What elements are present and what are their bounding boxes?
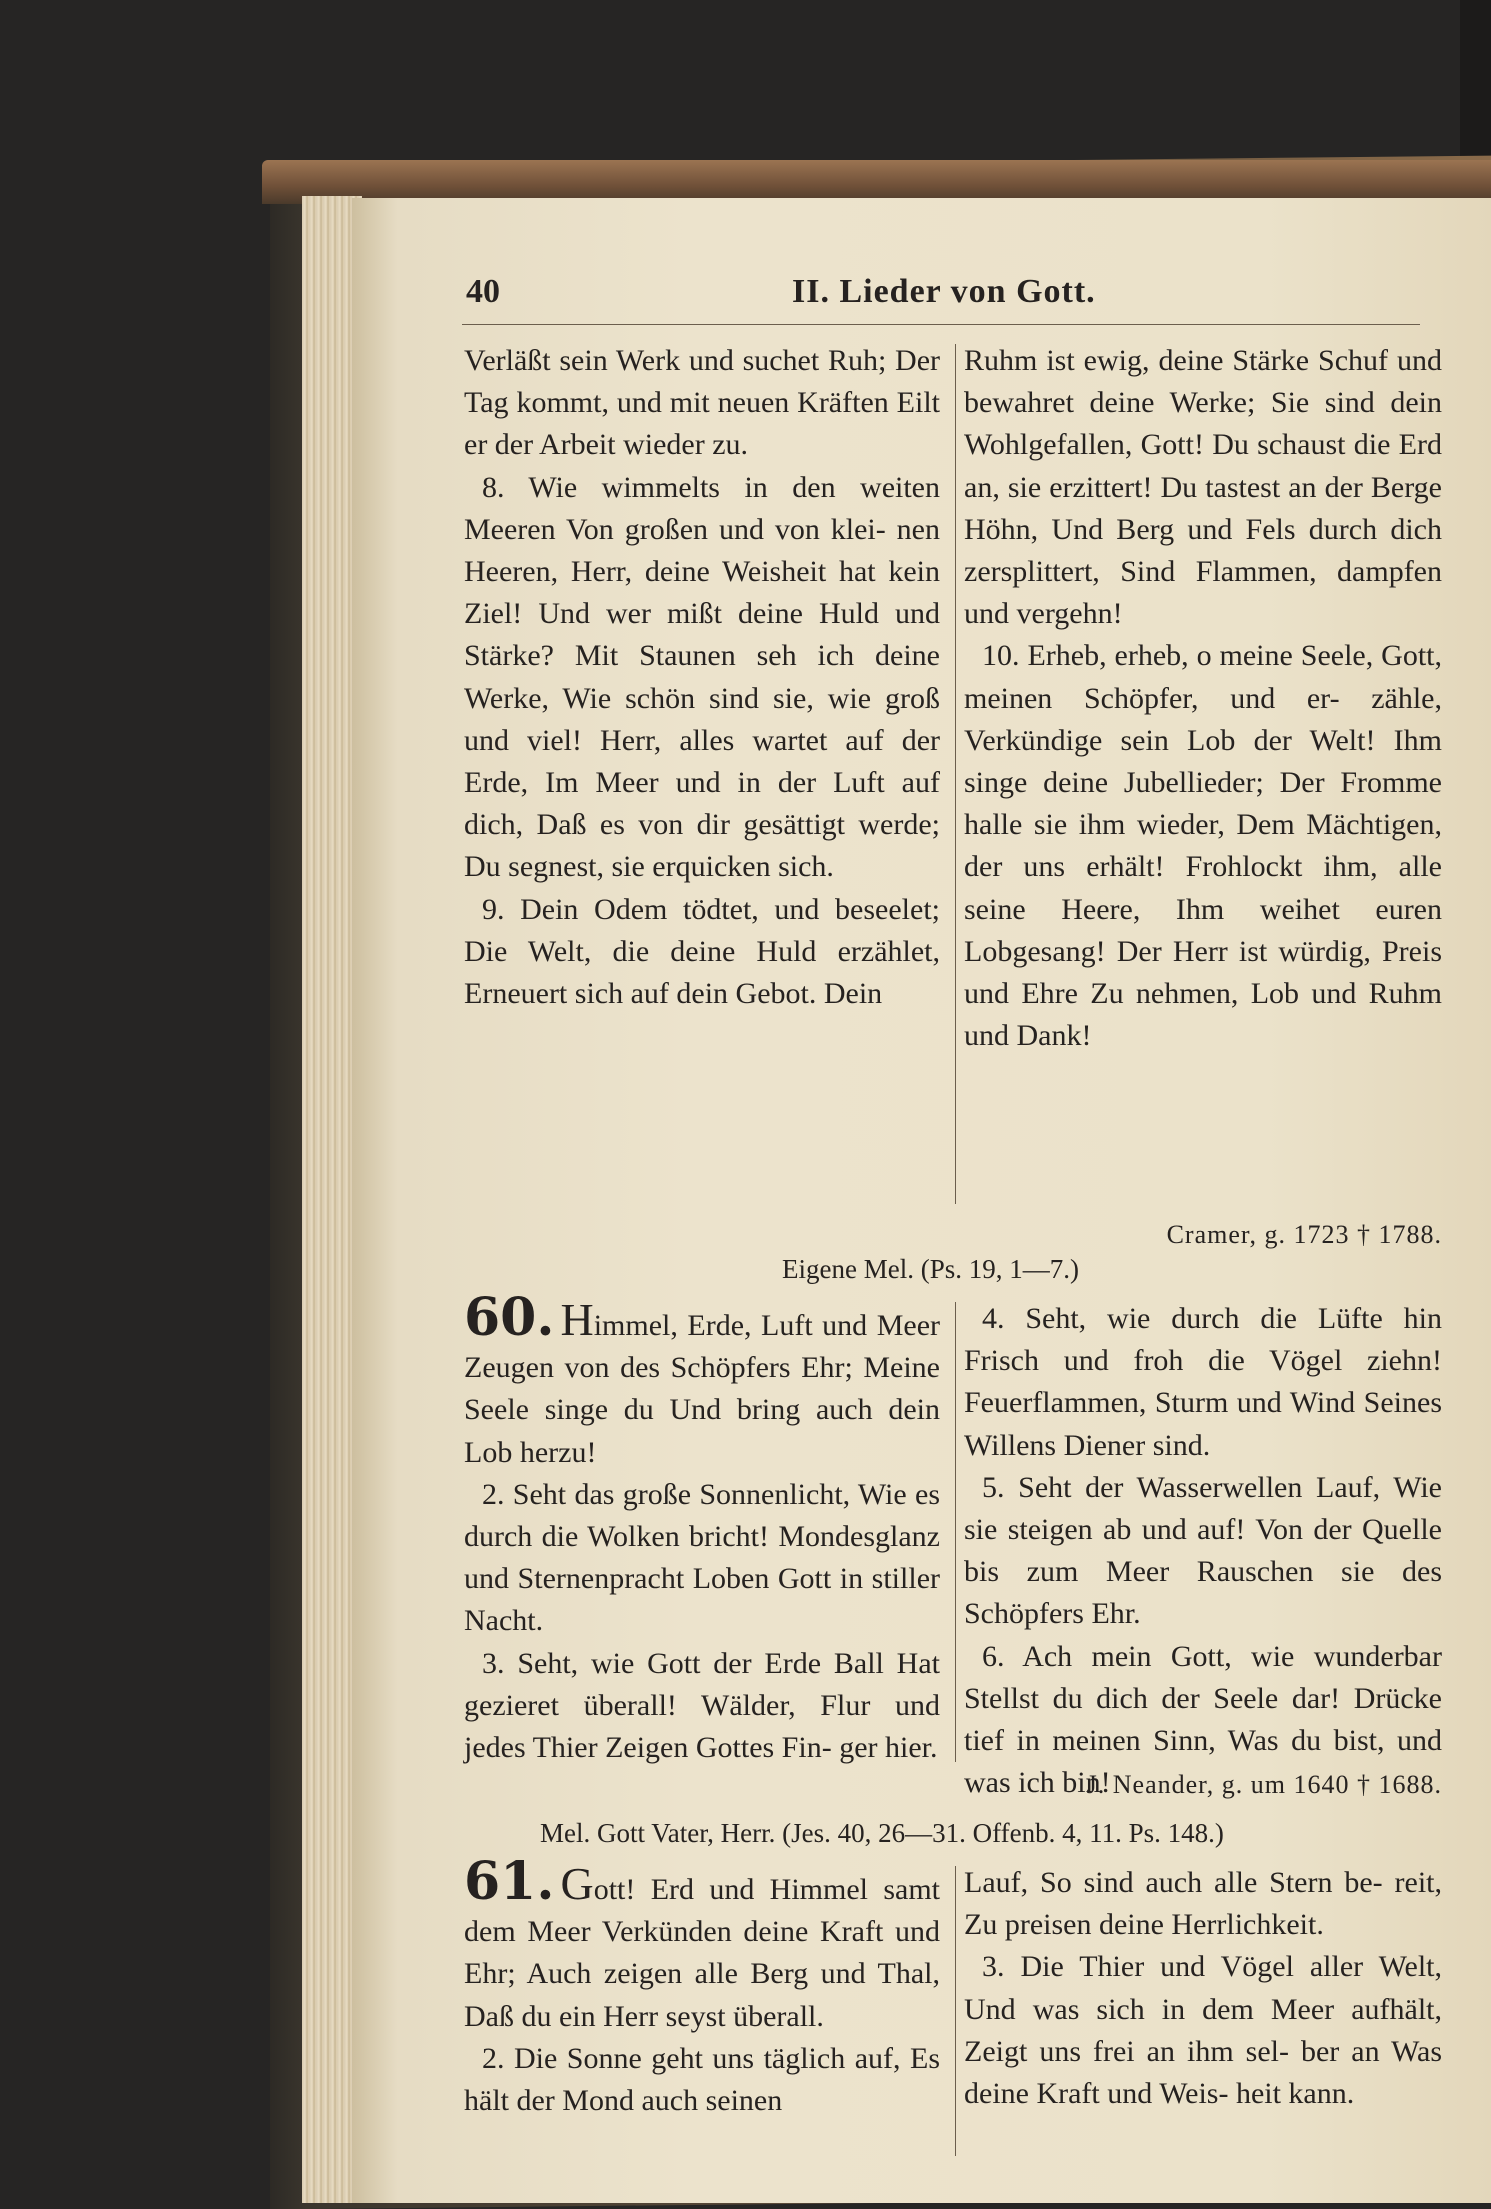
book-page <box>352 198 1491 2203</box>
verse-3: 3. Seht, wie Gott der Erde Ball Hat gezieret überall! Wälder, Flur und jedes Thier Zeigen Gottes Fin- ger hier. <box>464 1646 940 1765</box>
column-divider <box>955 344 956 1204</box>
page-number: 40 <box>466 273 500 310</box>
header-rule <box>462 324 1420 325</box>
paragraph: Verläßt sein Werk und suchet Ruh; Der Tag kommt, und mit neuen Kräften Eilt er der Arbeit wieder zu. <box>464 344 940 462</box>
top-left-column <box>464 340 940 1015</box>
melody-line: Eigene Mel. (Ps. 19, 1—7.) <box>782 1254 1079 1284</box>
hymn-number: 61. <box>464 1851 555 1912</box>
verse-6: 6. Ach mein Gott, wie wunderbar Stellst du dich der Seele dar! Drücke tief in meinen Sinn, Was du bist, und was ich bin! <box>964 1639 1442 1800</box>
drop-initial: H <box>560 1294 594 1345</box>
paragraph: Ruhm ist ewig, deine Stärke Schuf und bewahret deine Werke; Sie sind dein Wohlgefallen, Gott! Du schaust die Erd an, sie erzittert! Du tastest an der Berge Höhn, Und Berg und Fels durch dich zersplittert, Sind Flammen, dampfen und vergehn! <box>964 344 1442 631</box>
verse-4: 4. Seht, wie durch die Lüfte hin Frisch und froh die Vögel ziehn! Feuerflammen, Sturm und Wind Seines Willens Diener sind. <box>964 1302 1442 1462</box>
verse-5: 5. Seht der Wasserwellen Lauf, Wie sie steigen ab und auf! Von der Quelle bis zum Meer Rauschen sie des Schöpfers Ehr. <box>964 1470 1442 1631</box>
hymn-60-right-column <box>964 1298 1442 1804</box>
verse-text: immel, Erde, Luft und Meer Zeugen von des Schöpfers Ehr; Meine Seele singe du Und bring auch dein Lob herzu! <box>464 1309 940 1469</box>
hymn-61-verse-1 <box>464 1851 940 2038</box>
column-divider <box>955 1866 956 2156</box>
hymn-61-right-column <box>964 1862 1442 2115</box>
verse-text: ott! Erd und Himmel samt dem Meer Verkünden deine Kraft und Ehr; Auch zeigen alle Berg und Thal, Daß du ein Herr seyst überall. <box>464 1873 940 2033</box>
hymn-61-left-column <box>464 1851 940 2122</box>
hymn-60-left-column <box>464 1287 940 1769</box>
verse-9: 9. Dein Odem tödtet, und beseelet; Die Welt, die deine Huld erzählet, Erneuert sich auf dein Gebot. Dein <box>464 892 940 1011</box>
page-header <box>352 273 1491 323</box>
author-credit: Cramer, g. 1723 † 1788. <box>1166 1220 1442 1249</box>
verse-3: 3. Die Thier und Vögel aller Welt, Und was sich in dem Meer aufhält, Zeigt uns frei an ihm sel- ber an Was deine Kraft und Weis- heit kann. <box>964 1950 1442 2111</box>
top-right-column <box>964 340 1442 1057</box>
verse-2: 2. Seht das große Sonnenlicht, Wie es durch die Wolken bricht! Mondesglanz und Sternenpracht Loben Gott in stiller Nacht. <box>464 1477 940 1638</box>
melody-line: Mel. Gott Vater, Herr. (Jes. 40, 26—31. Offenb. 4, 11. Ps. 148.) <box>540 1818 1224 1848</box>
column-divider <box>955 1302 956 1762</box>
hymn-60-verse-1 <box>464 1287 940 1474</box>
author-credit: J. Neander, g. um 1640 † 1688. <box>1086 1770 1442 1799</box>
paragraph: Lauf, So sind auch alle Stern be- reit, Zu preisen deine Herrlichkeit. <box>964 1866 1442 1942</box>
verse-2: 2. Die Sonne geht uns täglich auf, Es hält der Mond auch seinen <box>464 2041 940 2118</box>
hymn-number: 60. <box>464 1287 555 1348</box>
running-title: II. Lieder von Gott. <box>792 273 1096 310</box>
verse-8: 8. Wie wimmelts in den weiten Meeren Von großen und von klei- nen Heeren, Herr, deine Weisheit hat kein Ziel! Und wer mißt deine Huld und Stärke? Mit Staunen seh ich deine Werke, Wie schön sind sie, wie groß und viel! Herr, alles wartet auf der Erde, Im Meer und in der Luft auf dich, Daß es von dir gesättigt werde; Du segnest, sie erquicken sich. <box>464 470 940 884</box>
verse-10: 10. Erheb, erheb, o meine Seele, Gott, meinen Schöpfer, und er- zähle, Verkündige sein Lob der Welt! Ihm singe deine Jubellieder; Der Fromme halle sie ihm wieder, Dem Mächtigen, der uns erhält! Frohlockt ihm, alle seine Heere, Ihm weihet euren Lobgesang! Der Herr ist würdig, Preis und Ehre Zu nehmen, Lob und Ruhm und Dank! <box>964 639 1442 1053</box>
drop-initial: G <box>560 1858 594 1909</box>
